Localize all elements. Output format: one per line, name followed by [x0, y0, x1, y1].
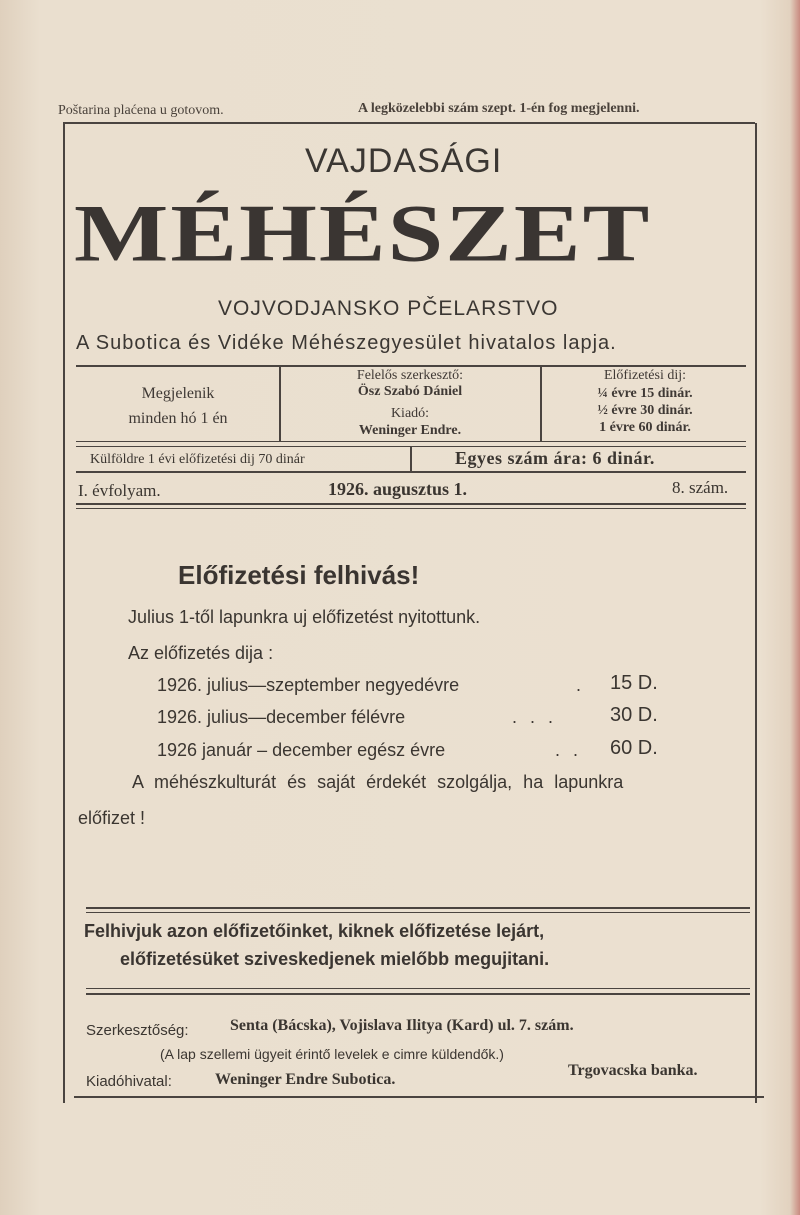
title-main: MÉHÉSZET — [74, 187, 652, 279]
abroad-price: Külföldre 1 évi előfizetési dij 70 dinár — [90, 452, 305, 467]
notice-bottom-rule-1 — [86, 988, 750, 989]
publisher-office-address: Weninger Endre Subotica. — [215, 1071, 396, 1088]
article-heading: Előfizetési felhivás! — [178, 560, 420, 590]
sub-half: ½ évre 30 dinár. — [597, 403, 693, 418]
editorial-address: Senta (Bácska), Vojislava Ilitya (Kard) ul. 7. szám. — [230, 1017, 574, 1034]
price-row-period: 1926. julius—szeptember negyedévre — [157, 675, 460, 695]
association-line: A Subotica és Vidéke Méhészegyesület hivatalos lapja. — [76, 332, 617, 354]
notice-top-rule-1 — [86, 907, 750, 909]
issue-rule-2 — [76, 508, 746, 509]
sub-quarter: ¼ évre 15 dinár. — [597, 386, 693, 401]
price-row-price: 30 D. — [610, 704, 658, 726]
price-row-dots: . . . — [512, 707, 558, 727]
appearance-line2: minden hó 1 én — [128, 410, 228, 427]
article-line2: Az előfizetés dija : — [128, 643, 274, 663]
frame-top-rule — [63, 122, 755, 124]
single-issue-price: Egyes szám ára: 6 dinár. — [455, 448, 655, 468]
editor-label: Felelős szerkesztő: — [356, 368, 464, 383]
postal-note: Poštarina plaćena u gotovom. — [58, 103, 224, 118]
table-divider-1 — [279, 367, 281, 441]
appearance-line1: Megjelenik — [141, 385, 215, 402]
closing-line1: A méhészkulturát és saját érdekét szolgálja, ha lapunkra — [132, 772, 624, 792]
table-divider-2 — [540, 367, 542, 441]
price-row-period: 1926. julius—december félévre — [157, 707, 406, 727]
next-issue-note: A legközelebbi szám szept. 1-én fog megjelenni. — [358, 101, 640, 116]
editor-name: Ösz Szabó Dániel — [357, 384, 463, 399]
closing-line2: előfizet ! — [78, 808, 146, 828]
abroad-bottom-rule — [76, 471, 746, 473]
publisher-name: Weninger Endre. — [358, 423, 462, 438]
letters-note: (A lap szellemi ügyeit érintő levelek e cimre küldendők.) — [160, 1046, 504, 1062]
table-mid-rule — [76, 441, 746, 442]
price-row-dots: . — [576, 675, 582, 695]
price-row-price: 60 D. — [610, 737, 658, 759]
issue-rule-1 — [76, 503, 746, 505]
price-row-dots: . . — [555, 740, 583, 760]
article-line1: Julius 1-től lapunkra uj előfizetést nyitottunk. — [128, 607, 481, 627]
notice-line1: Felhivjuk azon előfizetőinket, kiknek előfizetése lejárt, — [84, 921, 545, 941]
title-top: VAJDASÁGI — [305, 142, 503, 180]
notice-top-rule-2 — [86, 912, 750, 913]
volume: I. évfolyam. — [78, 481, 161, 500]
notice-bottom-rule-2 — [86, 993, 750, 995]
subtitle: VOJVODJANSKO PČELARSTVO — [218, 297, 559, 320]
sub-year: 1 évre 60 dinár. — [599, 420, 691, 435]
issue-number: 8. szám. — [672, 478, 729, 497]
notice-line2: előfizetésüket sziveskedjenek mielőbb megujitani. — [120, 949, 550, 969]
footer-bottom-rule — [74, 1096, 764, 1098]
price-row-period: 1926 január – december egész évre — [157, 740, 446, 760]
price-row-price: 15 D. — [610, 672, 658, 694]
publisher-label: Kiadó: — [390, 406, 430, 421]
table-top-rule — [76, 365, 746, 367]
editorial-label: Szerkesztőség: — [86, 1022, 189, 1039]
publisher-office-label: Kiadóhivatal: — [86, 1073, 172, 1090]
abroad-divider — [410, 447, 412, 471]
issue-date: 1926. augusztus 1. — [328, 479, 468, 499]
subscription-label: Előfizetési dij: — [603, 368, 687, 383]
publisher-bank: Trgovacska banka. — [568, 1062, 698, 1079]
